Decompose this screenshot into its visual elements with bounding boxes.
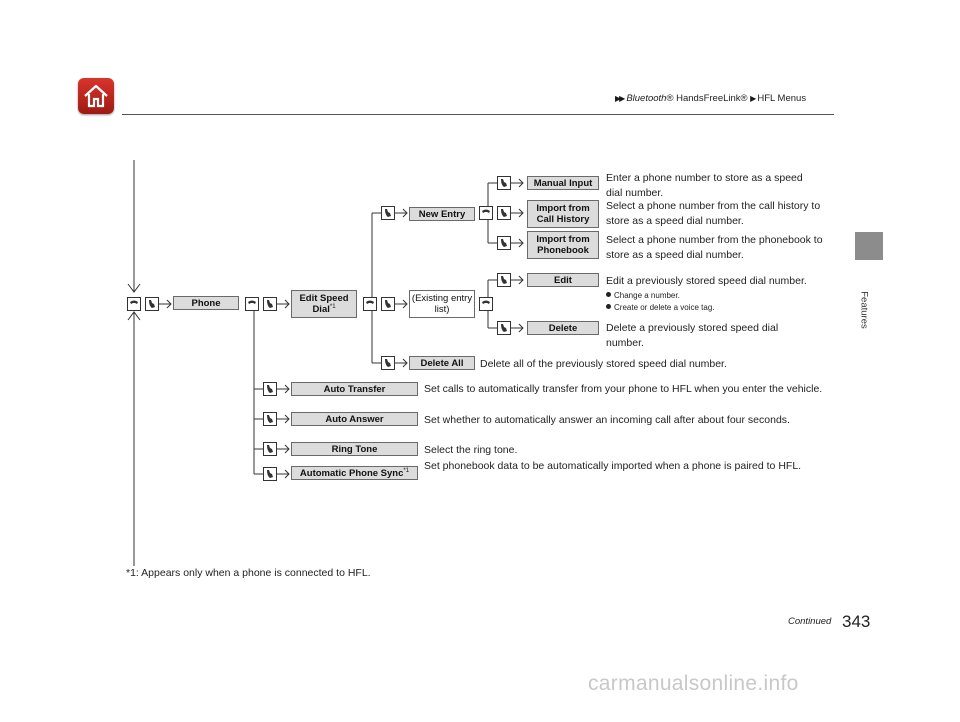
arrow-right-icon	[277, 414, 291, 424]
desc-manual-input: Enter a phone number to store as a speed dial number.	[606, 172, 803, 199]
talk-icon	[263, 412, 277, 426]
talk-icon	[497, 176, 511, 190]
arrow-right-icon	[395, 299, 409, 309]
registered-mark: ®	[666, 93, 674, 104]
menu-delete-all[interactable]: Delete All	[409, 356, 475, 370]
arrow-right-icon	[395, 358, 409, 368]
continued-label: Continued	[788, 616, 832, 627]
watermark: carmanualsonline.info	[588, 672, 799, 695]
desc-delete: Delete a previously stored speed dial number.	[606, 322, 779, 349]
pickup-icon	[479, 297, 493, 311]
menu-automatic-phone-sync[interactable]: Automatic Phone Sync$^{*1}$	[291, 466, 418, 480]
arrow-right-icon	[511, 275, 525, 285]
desc-auto-transfer: Set calls to automatically transfer from your phone to HFL when you enter the vehicle.	[424, 383, 823, 395]
arrow-right-icon	[511, 208, 525, 218]
arrow-right-icon	[395, 208, 409, 218]
breadcrumb-arrow-icon: ▶▶	[615, 94, 624, 103]
talk-icon	[497, 273, 511, 287]
section-label: Features	[858, 291, 870, 329]
desc-import-phonebook: Select a phone number from the phonebook to store as a speed dial number.	[606, 234, 823, 261]
desc-edit-bullet: Create or delete a voice tag.	[606, 302, 836, 314]
menu-auto-transfer[interactable]: Auto Transfer	[291, 382, 418, 396]
talk-icon	[263, 442, 277, 456]
desc-delete-all: Delete all of the previously stored speed dial number.	[480, 358, 727, 370]
desc-import-call-history: Select a phone number from the call history to store as a speed dial number.	[606, 200, 821, 227]
arrow-right-icon	[277, 469, 291, 479]
menu-delete[interactable]: Delete	[527, 321, 599, 335]
talk-icon	[381, 356, 395, 370]
menu-auto-answer[interactable]: Auto Answer	[291, 412, 418, 426]
arrow-right-icon	[277, 444, 291, 454]
arrow-right-icon	[277, 384, 291, 394]
arrow-right-icon	[511, 323, 525, 333]
arrow-right-icon	[511, 238, 525, 248]
desc-auto-answer: Set whether to automatically answer an incoming call after about four seconds.	[424, 414, 790, 426]
breadcrumb-item[interactable]: HandsFreeLink®	[676, 93, 748, 104]
talk-icon	[263, 382, 277, 396]
talk-icon	[381, 297, 395, 311]
desc-ring-tone: Select the ring tone.	[424, 444, 518, 456]
menu-existing-entry-list[interactable]: (Existing entry list)	[409, 290, 475, 318]
pickup-icon	[479, 206, 493, 220]
menu-ring-tone[interactable]: Ring Tone	[291, 442, 418, 456]
bullet-icon	[606, 292, 611, 297]
footnote: *1: Appears only when a phone is connected to HFL.	[126, 567, 371, 579]
pickup-icon	[245, 297, 259, 311]
menu-edit-speed-dial[interactable]: Edit Speed Dial$^{*1}$	[291, 290, 357, 318]
talk-icon	[381, 206, 395, 220]
menu-edit[interactable]: Edit	[527, 273, 599, 287]
menu-import-call-history[interactable]: Import from Call History	[527, 200, 599, 228]
breadcrumb-item[interactable]: Bluetooth	[626, 93, 667, 104]
page-number: 343	[842, 612, 871, 631]
talk-icon	[497, 321, 511, 335]
arrow-right-icon	[511, 178, 525, 188]
talk-icon	[145, 297, 159, 311]
arrow-right-icon	[277, 299, 291, 309]
talk-icon	[497, 206, 511, 220]
menu-new-entry[interactable]: New Entry	[409, 207, 475, 221]
arrow-right-icon	[159, 299, 173, 309]
desc-edit-bullet: Change a number.	[606, 290, 836, 302]
menu-phone[interactable]: Phone	[173, 296, 239, 310]
menu-import-phonebook[interactable]: Import from Phonebook	[527, 231, 599, 259]
talk-icon	[263, 467, 277, 481]
talk-icon	[263, 297, 277, 311]
desc-edit: Edit a previously stored speed dial number.	[606, 275, 807, 287]
breadcrumb-arrow-icon: ▶	[750, 94, 755, 103]
pickup-icon	[127, 297, 141, 311]
desc-auto-phone-sync: Set phonebook data to be automatically imported when a phone is paired to HFL.	[424, 460, 802, 472]
talk-icon	[497, 236, 511, 250]
bullet-icon	[606, 304, 611, 309]
breadcrumb-item-current: HFL Menus	[757, 93, 807, 104]
menu-manual-input[interactable]: Manual Input	[527, 176, 599, 190]
pickup-icon	[363, 297, 377, 311]
